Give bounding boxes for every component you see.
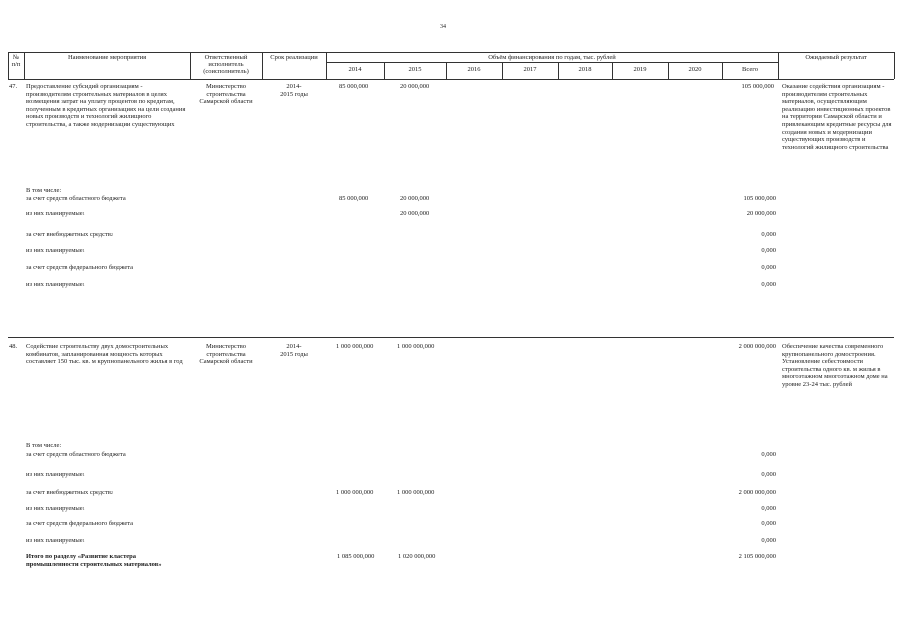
sub-row-total: 2 000 000,000 xyxy=(738,489,776,496)
sub-row-label xyxy=(26,520,133,528)
sub-row-label xyxy=(26,281,85,289)
row48-2014: 1 000 000,000 xyxy=(336,343,374,350)
table-border-row48 xyxy=(8,337,894,338)
sub-row-text: за счет средств областного бюджета xyxy=(26,195,126,202)
sub-row-label xyxy=(26,231,113,239)
header-year: 2016 xyxy=(467,66,481,73)
header-executor: Ответственный исполнитель (соисполнитель) xyxy=(203,54,249,75)
sub-row-text: из них планируемые xyxy=(26,210,83,217)
sub-row-label xyxy=(26,264,133,272)
header-no: № п/п xyxy=(11,54,21,68)
row47-executor: Министерство строительства Самарской области xyxy=(199,83,253,106)
sub-row-total: 0,000 xyxy=(761,281,776,288)
sub-row-label xyxy=(26,247,85,255)
header-year: 2018 xyxy=(578,66,592,73)
row47-2015: 20 000,000 xyxy=(400,83,430,90)
sub-row-label xyxy=(26,489,113,497)
header-volume: Объём финансирования по годам, тыс. рублей xyxy=(488,54,616,61)
header-year: 2019 xyxy=(633,66,647,73)
header-year: 2017 xyxy=(523,66,537,73)
sub-row-total: 0,000 xyxy=(761,471,776,478)
row47-term: 2014- 2015 годы xyxy=(280,83,308,98)
sub-row-label xyxy=(26,195,126,203)
row47-no: 47. xyxy=(9,83,18,90)
row47-incl: В том числе: xyxy=(26,187,62,194)
footnote-mark: 1 xyxy=(82,211,85,216)
sub-row-text: за счет внебюджетных средств xyxy=(26,489,111,496)
header-name: Наименование мероприятия xyxy=(67,54,147,61)
row48-2015: 1 000 000,000 xyxy=(397,343,435,350)
footnote-mark: 1 xyxy=(82,506,85,511)
header-result: Ожидаемый результат xyxy=(805,54,867,61)
row47-2014: 85 000,000 xyxy=(339,83,369,90)
sub-row-text: за счет средств федерального бюджета xyxy=(26,520,134,527)
header-term: Срок реализации xyxy=(270,54,318,61)
sub-row-text: из них планируемые xyxy=(26,471,83,478)
sub-row-text: за счет средств областного бюджета xyxy=(26,451,126,458)
sub-row-total: 0,000 xyxy=(761,231,776,238)
sub-row-total: 0,000 xyxy=(761,520,776,527)
row48-no: 48. xyxy=(9,343,18,350)
sub-row-y2014: 85 000,000 xyxy=(339,195,369,202)
sub-row-label xyxy=(26,471,85,479)
footnote-mark: 1 xyxy=(82,538,85,543)
row48-name: Содействие строительству двух домостроительных комбинатов, запланированная мощность которых составляет 150 тыс. кв. м крупнопанельного жилья в год xyxy=(26,343,183,366)
sub-row-y2015: 1 000 000,000 xyxy=(397,489,435,496)
header-year: 2020 xyxy=(688,66,702,73)
header-year: 2014 xyxy=(348,66,362,73)
footnote-mark: 1 xyxy=(82,472,85,477)
table-border-mid xyxy=(326,62,778,63)
sub-row-label xyxy=(26,451,126,459)
row48-incl: В том числе: xyxy=(26,442,62,449)
row48-term: 2014- 2015 годы xyxy=(280,343,308,358)
sub-row-text: из них планируемые xyxy=(26,537,83,544)
page-number: 34 xyxy=(440,24,446,30)
sub-row-total: 0,000 xyxy=(761,505,776,512)
table-border-top xyxy=(8,52,894,53)
footnote-mark: 1 xyxy=(82,282,85,287)
sub-row-text: за счет средств федерального бюджета xyxy=(26,264,134,271)
col-line xyxy=(894,52,895,79)
section-total-label: Итого по разделу «Развитие кластера промышленности строительных материалов» xyxy=(26,553,162,568)
sub-row-total: 0,000 xyxy=(761,264,776,271)
header-year: 2015 xyxy=(408,66,422,73)
sub-row-text: за счет внебюджетных средств xyxy=(26,231,111,238)
header-year-total: Всего xyxy=(742,66,758,73)
sub-row-text: из них планируемые xyxy=(26,281,83,288)
sub-row-y2015: 20 000,000 xyxy=(400,210,430,217)
table-border-head-bottom xyxy=(8,79,894,80)
sub-row-total: 0,000 xyxy=(761,537,776,544)
row47-name: Предоставление субсидий организациям - производителям строительных материалов в целях возмещения затрат на уплату процентов по кредитам, полученным в кредитных организациях на цели создания новых производств и технологий жилищного строительства, а также модернизации существующих xyxy=(26,83,186,128)
sub-row-y2014: 1 000 000,000 xyxy=(336,489,374,496)
section-total-total: 2 105 000,000 xyxy=(738,553,776,560)
sub-row-total: 105 000,000 xyxy=(743,195,776,202)
sub-row-total: 0,000 xyxy=(761,247,776,254)
row47-result: Оказание содействия организациям - производителям строительных материалов, осуществляющим реализацию инвестиционных проектов на территории Самарской области и привлекающим кредитные ресурсы для создания новых и модернизации существующих производств и технологий жилищного строительства xyxy=(782,83,892,151)
section-total-2014: 1 085 000,000 xyxy=(337,553,375,560)
row48-executor: Министерство строительства Самарской области xyxy=(199,343,253,366)
sub-row-total: 0,000 xyxy=(761,451,776,458)
sub-row-label xyxy=(26,537,85,545)
sub-row-text: из них планируемые xyxy=(26,505,83,512)
row48-result: Обеспечение качества современного крупнопанельного домостроения. Установление себестоимости строительства одного кв. м жилья в многоэтажном многоэтажном доме на уровне 23-24 тыс. рублей xyxy=(782,343,888,388)
row48-total: 2 000 000,000 xyxy=(738,343,776,350)
sub-row-label xyxy=(26,505,85,513)
footnote-mark: 2 xyxy=(110,490,113,495)
section-total-2015: 1 020 000,000 xyxy=(398,553,436,560)
footnote-mark: 1 xyxy=(82,248,85,253)
sub-row-y2015: 20 000,000 xyxy=(400,195,430,202)
footnote-mark: 2 xyxy=(110,232,113,237)
sub-row-label xyxy=(26,210,85,218)
sub-row-total: 20 000,000 xyxy=(746,210,776,217)
row47-total: 105 000,000 xyxy=(741,83,774,90)
sub-row-text: из них планируемые xyxy=(26,247,83,254)
